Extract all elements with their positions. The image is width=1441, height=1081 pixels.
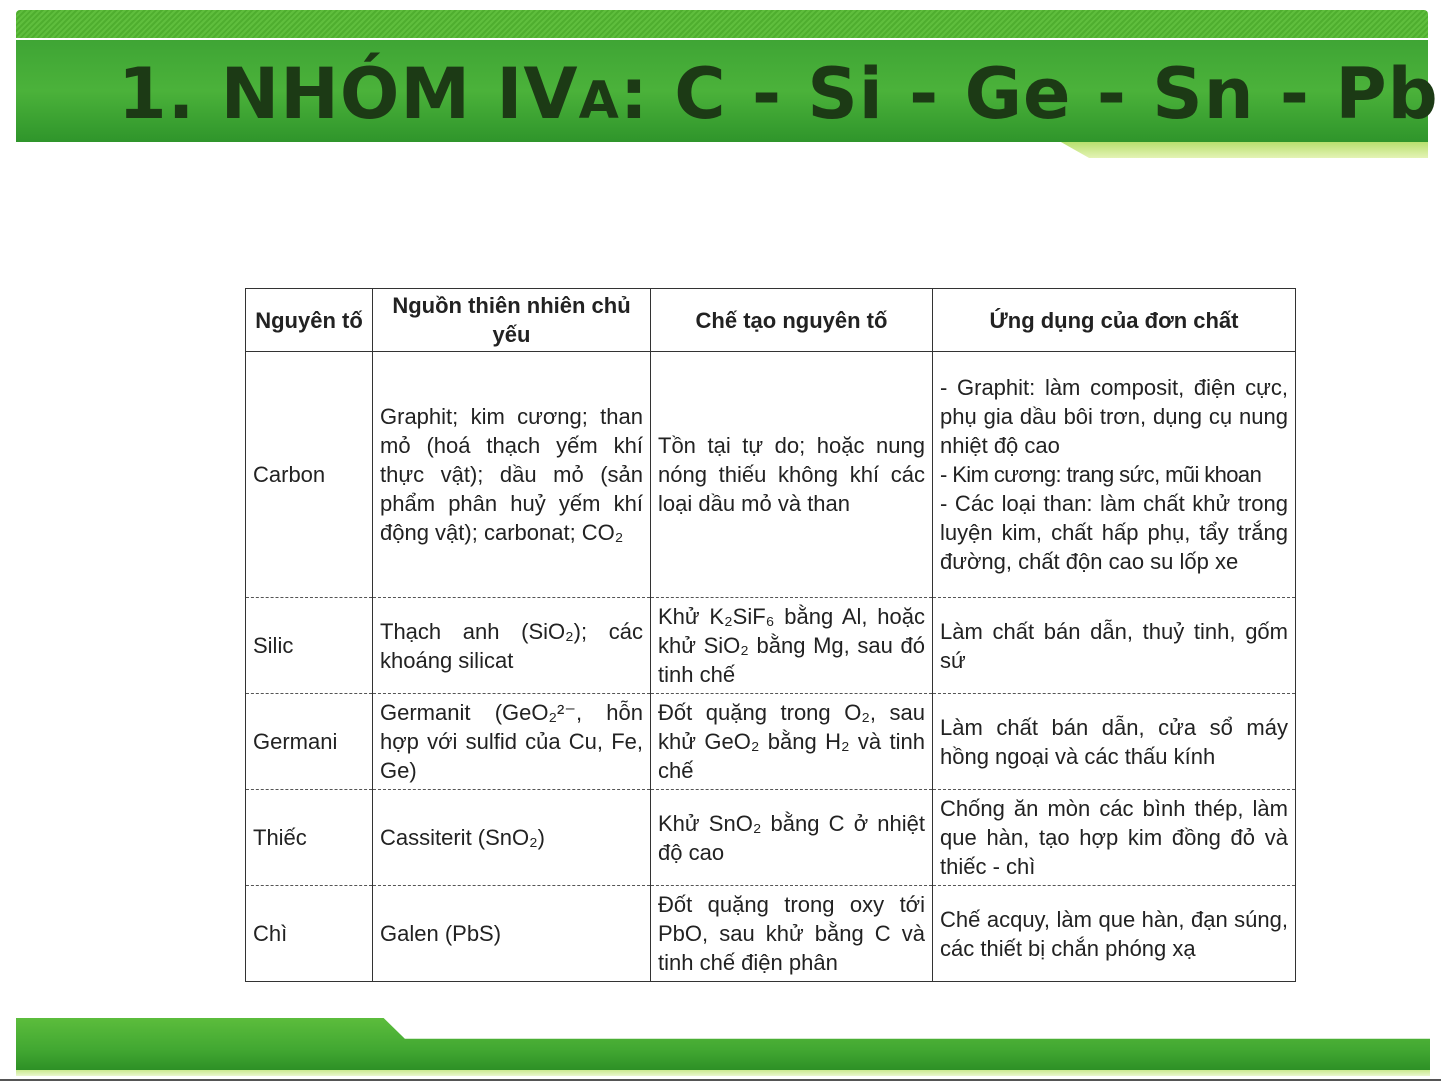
element-cell: Chì	[246, 886, 373, 982]
table-row	[246, 598, 1296, 694]
applications-cell	[933, 352, 1296, 598]
applications-cell	[933, 790, 1296, 886]
application-item: Làm chất bán dẫn, thuỷ tinh, gốm sứ	[940, 618, 1288, 673]
production-cell: Khử K₂SiF₆ bằng Al, hoặc khử SiO₂ bằng Mg, sau đó tinh chế	[651, 598, 933, 694]
application-item: - Graphit: làm composit, điện cực, phụ gia dầu bôi trơn, dụng cụ nung nhiệt độ cao	[940, 375, 1288, 458]
source-cell: Thạch anh (SiO₂); các khoáng silicat	[373, 598, 651, 694]
source-cell: Cassiterit (SnO₂)	[373, 790, 651, 886]
applications-cell	[933, 886, 1296, 982]
table-row	[246, 352, 1296, 598]
application-item: Chống ăn mòn các bình thép, làm que hàn, tạo hợp kim đồng đỏ và thiếc - chì	[940, 796, 1288, 879]
applications-cell	[933, 694, 1296, 790]
header-element: Nguyên tố	[246, 289, 373, 352]
production-cell: Khử SnO₂ bằng C ở nhiệt độ cao	[651, 790, 933, 886]
element-cell: Germani	[246, 694, 373, 790]
source-cell: Graphit; kim cương; than mỏ (hoá thạch yếm khí thực vật); dầu mỏ (sản phẩm phân huỷ yếm khí động vật); carbonat; CO₂	[373, 352, 651, 598]
header-production: Chế tạo nguyên tố	[651, 289, 933, 352]
bottom-decor-line	[16, 1070, 1430, 1076]
table-row	[246, 886, 1296, 982]
application-item: - Các loại than: làm chất khử trong luyện kim, chất hấp phụ, tẩy trắng đường, chất độn cao su lốp xe	[940, 491, 1288, 574]
table-row	[246, 694, 1296, 790]
element-cell: Carbon	[246, 352, 373, 598]
header-applications: Ứng dụng của đơn chất	[933, 289, 1296, 352]
table-header-row	[246, 289, 1296, 352]
title-rest: : C - Si - Ge - Sn - Pb	[619, 53, 1439, 135]
production-cell: Tồn tại tự do; hoặc nung nóng thiếu không khí các loại dầu mỏ và than	[651, 352, 933, 598]
title-prefix: 1. NHÓM IV	[118, 53, 579, 135]
header-source: Nguồn thiên nhiên chủ yếu	[373, 289, 651, 352]
element-cell: Silic	[246, 598, 373, 694]
page-title	[118, 52, 1439, 143]
application-item: Làm chất bán dẫn, cửa sổ máy hồng ngoại và các thấu kính	[940, 714, 1288, 769]
element-cell: Thiếc	[246, 790, 373, 886]
production-cell: Đốt quặng trong O₂, sau khử GeO₂ bằng H₂ và tinh chế	[651, 694, 933, 790]
group-iva-table	[245, 288, 1296, 982]
title-underline-decor	[16, 142, 1428, 158]
application-item: Chế acquy, làm que hàn, đạn súng, các thiết bị chắn phóng xạ	[940, 906, 1288, 961]
top-decor-band	[16, 10, 1428, 38]
table-row	[246, 790, 1296, 886]
source-cell: Galen (PbS)	[373, 886, 651, 982]
source-cell: Germanit (GeO₂²⁻, hỗn hợp với sulfid của Cu, Fe, Ge)	[373, 694, 651, 790]
production-cell: Đốt quặng trong oxy tới PbO, sau khử bằng C và tinh chế điện phân	[651, 886, 933, 982]
application-item: - Kim cương: trang sức, mũi khoan	[940, 462, 1262, 487]
applications-cell	[933, 598, 1296, 694]
title-small-caps: A	[578, 71, 620, 131]
bottom-decor-band	[16, 1018, 1430, 1070]
